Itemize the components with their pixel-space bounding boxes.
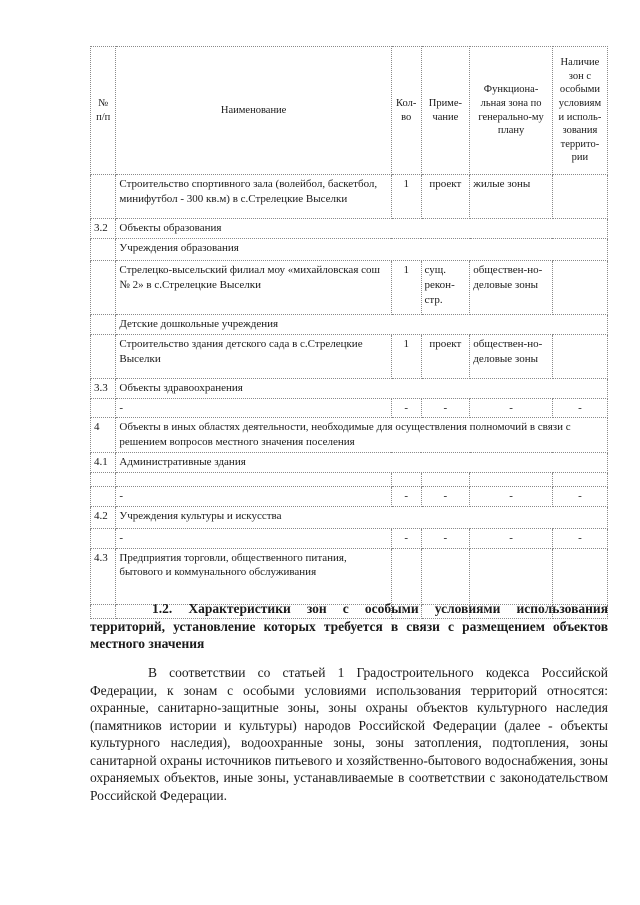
cell-name: Стрелецко-высельский филиал моу «михайловская сош № 2» в с.Стрелецкие Выселки — [116, 260, 391, 314]
cell-num: 3.2 — [91, 219, 116, 239]
cell-special — [552, 548, 607, 604]
cell-zone — [470, 548, 553, 604]
cell-special: - — [552, 528, 607, 548]
cell-name: - — [116, 398, 391, 418]
table-row — [91, 260, 608, 314]
cell-num — [91, 528, 116, 548]
cell-zone: жилые зоны — [470, 175, 553, 219]
cell-name: Объекты в иных областях деятельности, необходимые для осуществления полномочий в связи с решением вопросов местного значения поселения — [116, 418, 608, 453]
table-subsection-row — [91, 238, 608, 260]
cell-num: 4.2 — [91, 506, 116, 528]
cell-qty: - — [391, 486, 421, 506]
cell-num: 4.1 — [91, 453, 116, 473]
cell-name: Учреждения образования — [116, 238, 608, 260]
table-subsection-row — [91, 314, 608, 334]
cell-zone: обществен-но-деловые зоны — [470, 334, 553, 378]
cell-special: - — [552, 486, 607, 506]
cell-special — [552, 260, 607, 314]
cell-zone: - — [470, 528, 553, 548]
table-section-row — [91, 418, 608, 453]
cell-special — [552, 334, 607, 378]
table-header-row — [91, 47, 608, 175]
cell-name: Строительство спортивного зала (волейбол, баскетбол, минифутбол - 300 кв.м) в с.Стрелецкие Выселки — [116, 175, 391, 219]
cell-num — [91, 398, 116, 418]
cell-num — [91, 334, 116, 378]
cell-note: - — [421, 528, 470, 548]
table-section-row — [91, 506, 608, 528]
cell-name: Детские дошкольные учреждения — [116, 314, 608, 334]
cell-num — [91, 260, 116, 314]
cell-name: Объекты образования — [116, 219, 608, 239]
table-row — [91, 486, 608, 506]
table-section-row — [91, 378, 608, 398]
cell-num: 4.3 — [91, 548, 116, 604]
cell-name: Предприятия торговли, общественного питания, бытового и коммунального обслуживания — [116, 548, 391, 604]
cell-name: Учреждения культуры и искусства — [116, 506, 608, 528]
table-row — [91, 175, 608, 219]
header-qty: Кол-во — [391, 47, 421, 175]
cell-name: Объекты здравоохранения — [116, 378, 608, 398]
header-zone: Функциона-льная зона по генерально-му плану — [470, 47, 553, 175]
cell-num: 3.3 — [91, 378, 116, 398]
cell-qty: 1 — [391, 260, 421, 314]
cell-note: сущ. рекон-стр. — [421, 260, 470, 314]
header-special: Наличие зон с особыми условиям и исполь-зования террито-рии — [552, 47, 607, 175]
cell-num — [91, 175, 116, 219]
objects-table — [90, 46, 608, 619]
table-row — [91, 334, 608, 378]
cell-note: проект — [421, 334, 470, 378]
cell-qty: 1 — [391, 175, 421, 219]
cell-num: 4 — [91, 418, 116, 453]
cell-name: Строительство здания детского сада в с.Стрелецкие Выселки — [116, 334, 391, 378]
table-row — [91, 528, 608, 548]
cell-special: - — [552, 398, 607, 418]
table-section-row — [91, 219, 608, 239]
cell-note — [421, 548, 470, 604]
cell-name: Административные здания — [116, 453, 608, 473]
section-heading: 1.2. Характеристики зон с особыми условиями использования территорий, установление которых требуется в связи с размещением объектов местного значения — [90, 601, 608, 652]
cell-note: проект — [421, 175, 470, 219]
cell-qty — [391, 548, 421, 604]
table-row — [91, 548, 608, 604]
header-note: Приме-чание — [421, 47, 470, 175]
body-paragraph: В соответствии со статьей 1 Градостроительного кодекса Российской Федерации, к зонам с особыми условиями использования территорий относятся: охранные, санитарно-защитные зоны, зоны охраны объектов культурного наследия (памятников истории и культуры) народов Российской Федерации (далее - объекты культурного наследия), водоохранные зоны, зоны затопления, подтопления, зоны санитарной охраны источников питьевого и хозяйственно-бытового водоснабжения, зоны охраняемых объектов, иные зоны, устанавливаемые в соответствии с законодательством Российской Федерации. — [90, 665, 608, 803]
table-empty-row — [91, 472, 608, 486]
cell-special — [552, 175, 607, 219]
cell-name: - — [116, 528, 391, 548]
cell-qty: 1 — [391, 334, 421, 378]
table-row — [91, 398, 608, 418]
cell-num — [91, 486, 116, 506]
table-section-row — [91, 453, 608, 473]
header-name: Наименование — [116, 47, 391, 175]
cell-zone: обществен-но-деловые зоны — [470, 260, 553, 314]
cell-zone: - — [470, 486, 553, 506]
cell-name: - — [116, 486, 391, 506]
cell-qty: - — [391, 398, 421, 418]
cell-zone: - — [470, 398, 553, 418]
header-num: № п/п — [91, 47, 116, 175]
cell-note: - — [421, 486, 470, 506]
cell-note: - — [421, 398, 470, 418]
cell-qty: - — [391, 528, 421, 548]
